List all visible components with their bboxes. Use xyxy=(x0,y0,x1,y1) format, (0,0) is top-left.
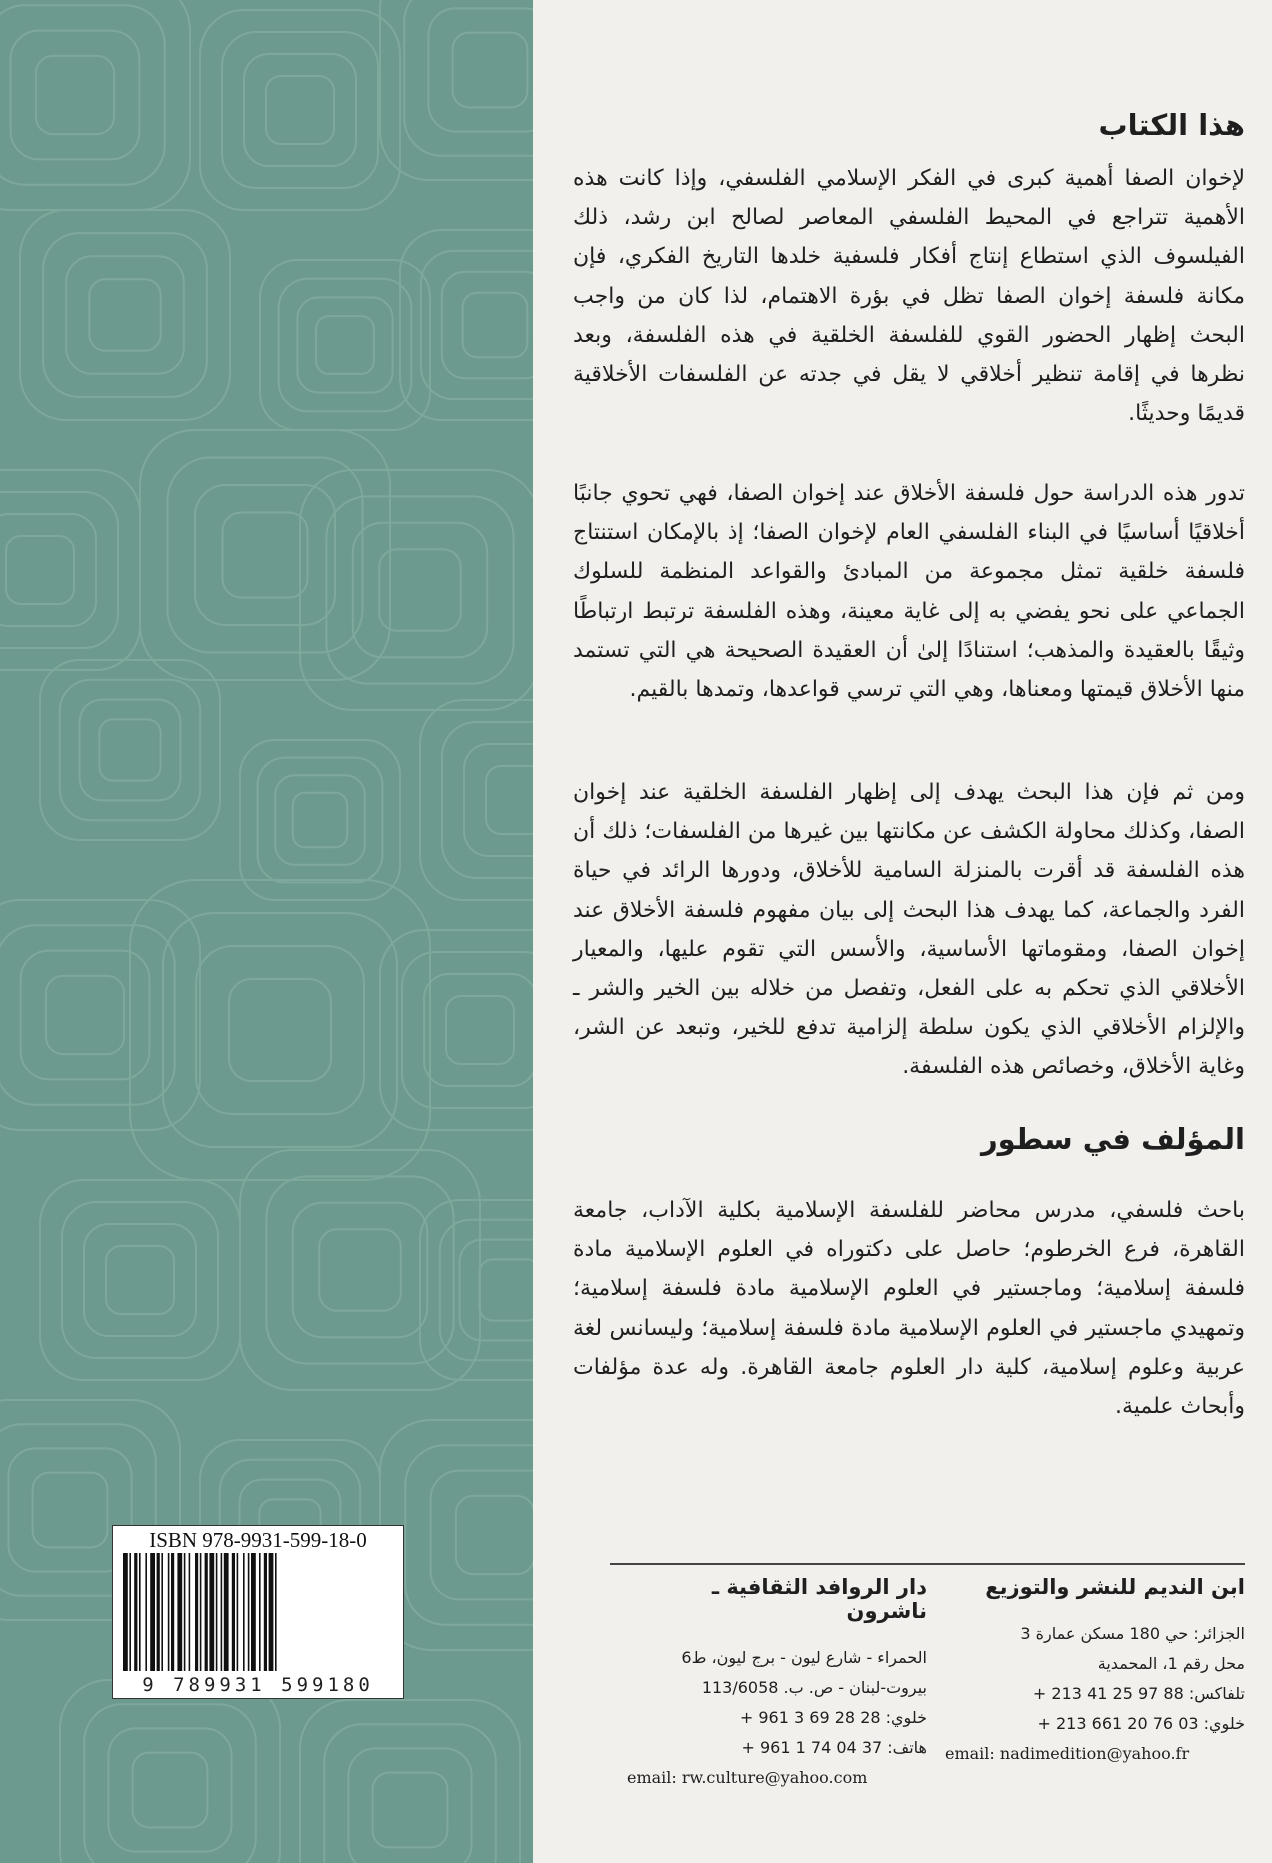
pattern-square xyxy=(108,1728,231,1851)
pattern-square xyxy=(163,913,397,1147)
pattern-square xyxy=(453,33,528,108)
pattern-square xyxy=(11,31,140,160)
barcode-bar xyxy=(157,1553,160,1671)
pattern-square xyxy=(442,272,533,378)
pattern-square xyxy=(428,8,533,131)
pattern-square xyxy=(60,680,200,820)
pattern-square xyxy=(0,900,200,1130)
pattern-square xyxy=(0,492,118,648)
pattern-square xyxy=(258,758,383,883)
pattern-square xyxy=(89,279,160,350)
barcode-bar xyxy=(224,1553,229,1671)
barcode-bar xyxy=(150,1553,155,1671)
barcode-bar xyxy=(251,1553,256,1671)
pattern-square xyxy=(106,1246,174,1314)
publisher-email[interactable]: email: nadimedition@yahoo.fr xyxy=(945,1744,1190,1763)
pattern-square xyxy=(348,1748,471,1863)
barcode-bar xyxy=(209,1553,214,1671)
decorative-side-panel xyxy=(0,0,533,1863)
barcode-bar xyxy=(145,1553,147,1671)
pattern-square xyxy=(240,1150,480,1390)
pattern-square xyxy=(40,660,220,840)
author-heading: المؤلف في سطور xyxy=(980,1122,1245,1156)
pattern-square xyxy=(133,1753,208,1828)
publisher-name: دار الروافد الثقافية ـ ناشرون xyxy=(711,1575,927,1623)
pattern-square xyxy=(0,514,96,626)
isbn-number: ISBN 978-9931-599-18-0 xyxy=(149,1528,367,1552)
pattern-square xyxy=(60,1680,280,1863)
pattern-square xyxy=(420,700,533,900)
pattern-square xyxy=(200,10,400,210)
barcode-bar xyxy=(221,1553,223,1671)
publisher-phone: خلوي: 28 28 69 3 961 + xyxy=(739,1708,927,1727)
publisher-address: الحمراء - شارع ليون - برج ليون، ط6 xyxy=(681,1648,927,1667)
barcode-bar xyxy=(171,1553,174,1671)
barcode-bar xyxy=(161,1553,163,1671)
barcode-bar xyxy=(264,1553,267,1671)
publisher-address: محل رقم 1، المحمدية xyxy=(1097,1654,1245,1673)
barcode-bar xyxy=(129,1553,131,1671)
pattern-square xyxy=(168,458,363,653)
publisher-rawafed xyxy=(627,1575,927,1793)
pattern-square xyxy=(326,496,513,683)
pattern-square xyxy=(266,76,334,144)
divider xyxy=(610,1563,1245,1565)
barcode-bar xyxy=(237,1553,239,1671)
pattern-square xyxy=(479,1259,533,1320)
back-cover-content xyxy=(573,0,1245,1863)
barcode-bar xyxy=(184,1553,186,1671)
pattern-square xyxy=(196,946,364,1114)
pattern-square xyxy=(297,297,392,392)
pattern-square xyxy=(279,279,412,412)
pattern-square xyxy=(324,1724,496,1863)
pattern-square xyxy=(421,251,533,399)
barcode-bar xyxy=(189,1553,191,1671)
barcode-bar xyxy=(177,1553,182,1671)
barcode-bar xyxy=(243,1553,245,1671)
author-bio: باحث فلسفي، مدرس محاضر للفلسفة الإسلامية بكلية الآداب، جامعة القاهرة، فرع الخرطوم؛ حاصل على دكتوراه في العلوم الإسلامية مادة فلسفة إسلامية؛ وماجستير في العلوم الإسلامية مادة فلسفة إسلامية؛ وتمهيدي ماجستير في العلوم الإسلامية مادة فلسفة إسلامية؛ وليسانس لغة عربية وعلوم إسلامية، كلية دار العلوم جامعة القاهرة. وله عدة مؤلفات وأبحاث علمية. xyxy=(573,1198,1245,1420)
pattern-square xyxy=(275,775,365,865)
pattern-square xyxy=(43,233,207,397)
barcode-bar xyxy=(123,1553,128,1671)
pattern-square xyxy=(431,1471,533,1600)
barcode-digits: 9 789931 599180 xyxy=(142,1674,374,1696)
pattern-square xyxy=(20,210,230,420)
pattern-square xyxy=(380,0,533,180)
pattern-square xyxy=(319,1229,401,1311)
pattern-square xyxy=(222,32,378,188)
pattern-square xyxy=(84,1224,196,1336)
pattern-square xyxy=(244,54,356,166)
pattern-square xyxy=(66,256,184,374)
pattern-square xyxy=(46,976,124,1054)
pattern-square xyxy=(240,740,400,900)
publisher-name: ابن النديم للنشر والتوزيع xyxy=(985,1575,1245,1599)
pattern-square xyxy=(353,523,487,657)
barcode-bar xyxy=(275,1553,277,1671)
pattern-square xyxy=(62,1202,218,1358)
pattern-square xyxy=(460,1240,533,1341)
pattern-square xyxy=(80,700,181,801)
barcode-bar xyxy=(168,1553,170,1671)
pattern-square xyxy=(486,766,533,834)
pattern-square xyxy=(293,1203,427,1337)
pattern-square xyxy=(420,1200,533,1380)
barcode-bar xyxy=(216,1553,218,1671)
pattern-square xyxy=(229,979,331,1081)
publisher-phone: خلوي: 03 76 20 661 213 + xyxy=(1037,1714,1245,1733)
pattern-square xyxy=(405,1445,533,1624)
pattern-square xyxy=(373,1773,448,1848)
publisher-phone: تلفاكس: 88 97 25 41 213 + xyxy=(1032,1684,1245,1703)
pattern-square xyxy=(316,316,374,374)
pattern-square xyxy=(464,744,533,856)
barcode-bar xyxy=(205,1553,208,1671)
pattern-square xyxy=(223,513,308,598)
pattern-square xyxy=(260,260,430,430)
about-book-heading: هذا الكتاب xyxy=(1098,108,1245,142)
barcode-bar xyxy=(232,1553,235,1671)
pattern-square xyxy=(195,485,335,625)
pattern-square xyxy=(463,293,528,358)
publisher-email[interactable]: email: rw.culture@yahoo.com xyxy=(627,1768,868,1787)
barcode-bar xyxy=(200,1553,202,1671)
barcode-bar xyxy=(195,1553,198,1671)
pattern-square xyxy=(40,1180,240,1380)
isbn-barcode-label xyxy=(112,1525,404,1699)
publisher-address: بيروت-لبنان - ص. ب. 113/6058 xyxy=(701,1678,927,1697)
pattern-square xyxy=(266,1176,453,1363)
barcode-bar xyxy=(269,1553,274,1671)
pattern-square xyxy=(456,1496,533,1574)
publisher-phone: هاتف: 37 04 74 1 961 + xyxy=(741,1738,927,1757)
pattern-square xyxy=(33,1473,108,1548)
barcode-icon xyxy=(119,1553,397,1673)
barcode-bar xyxy=(134,1553,137,1671)
about-paragraph-2: تدور هذه الدراسة حول فلسفة الأخلاق عند إخوان الصفا، فهي تحوي جانبًا أخلاقيًا أساسيًا في البناء الفلسفي العام لإخوان الصفا؛ إذ بالإمكان استنتاج فلسفة خلقية تمثل مجموعة من المبادئ والقواعد المنظمة للسلوك الجماعي على نحو يفضي به إلى غاية معينة، وهذه الفلسفة ترتبط ارتباطًا وثيقًا بالعقيدة والمذهب؛ استنادًا إلىٰ أن العقيدة الصحيحة هي التي تستمد منها الأخلاق قيمتها ومعناها، وهي التي ترسي قواعدها، وتمدها بالقيم. xyxy=(573,481,1245,703)
pattern-square xyxy=(442,722,533,878)
pattern-square xyxy=(36,56,114,134)
pattern-square xyxy=(6,536,74,604)
pattern-square xyxy=(99,719,160,780)
publisher-address: الجزائر: حي 180 مسكن عمارة 3 xyxy=(1020,1624,1245,1643)
pattern-square xyxy=(293,793,347,847)
about-paragraph-1: لإخوان الصفا أهمية كبرى في الفكر الإسلامي الفلسفي، وإذا كانت هذه الأهمية تتراجع في المحيط الفلسفي المعاصر لصالح ابن رشد، ذلك الفيلسوف الذي استطاع إنتاج أفكار فلسفية خلدها التاريخ الفكري، فإن مكانة فلسفة إخوان الصفا تظل في بؤرة الاهتمام، لذا كان من واجب البحث إظهار الحضور القوي للفلسفة الخلقية في هذه الفلسفة، وبعد نظرها في إقامة تنظير أخلاقي لا يقل في جدته عن الفلسفات الأخلاقية قديمًا وحديثًا. xyxy=(573,166,1245,427)
pattern-square xyxy=(446,996,514,1064)
pattern-square xyxy=(424,974,533,1086)
barcode-bar xyxy=(139,1553,141,1671)
about-paragraph-3: ومن ثم فإن هذا البحث يهدف إلى إظهار الفلسفة الخلقية عند إخوان الصفا، وكذلك محاولة الكشف عن مكانتها بين غيرها من الفلسفات؛ ذلك أن هذه الفلسفة قد أقرت بالمنزلة السامية للأخلاق، ودورها الرائد في حياة الفرد والجماعة، كما يهدف هذا البحث إلى بيان مفهوم فلسفة الأخلاق عند إخوان الصفا، ومقوماتها الأساسية، والأسس التي تقوم عليها، والمعيار الأخلاقي الذي تحكم به على الفعل، وتفصل من خلاله بين الخير والشر ـ والإلزام الأخلاقي الذي يكون سلطة إلزامية تدفع للخير، وتبعد عن الشر، وغاية الأخلاق، وخصائص هذه الفلسفة. xyxy=(573,780,1245,1080)
publisher-nadim xyxy=(945,1575,1245,1769)
barcode-bar xyxy=(248,1553,250,1671)
barcode-bar xyxy=(259,1553,261,1671)
pattern-square xyxy=(379,549,461,631)
